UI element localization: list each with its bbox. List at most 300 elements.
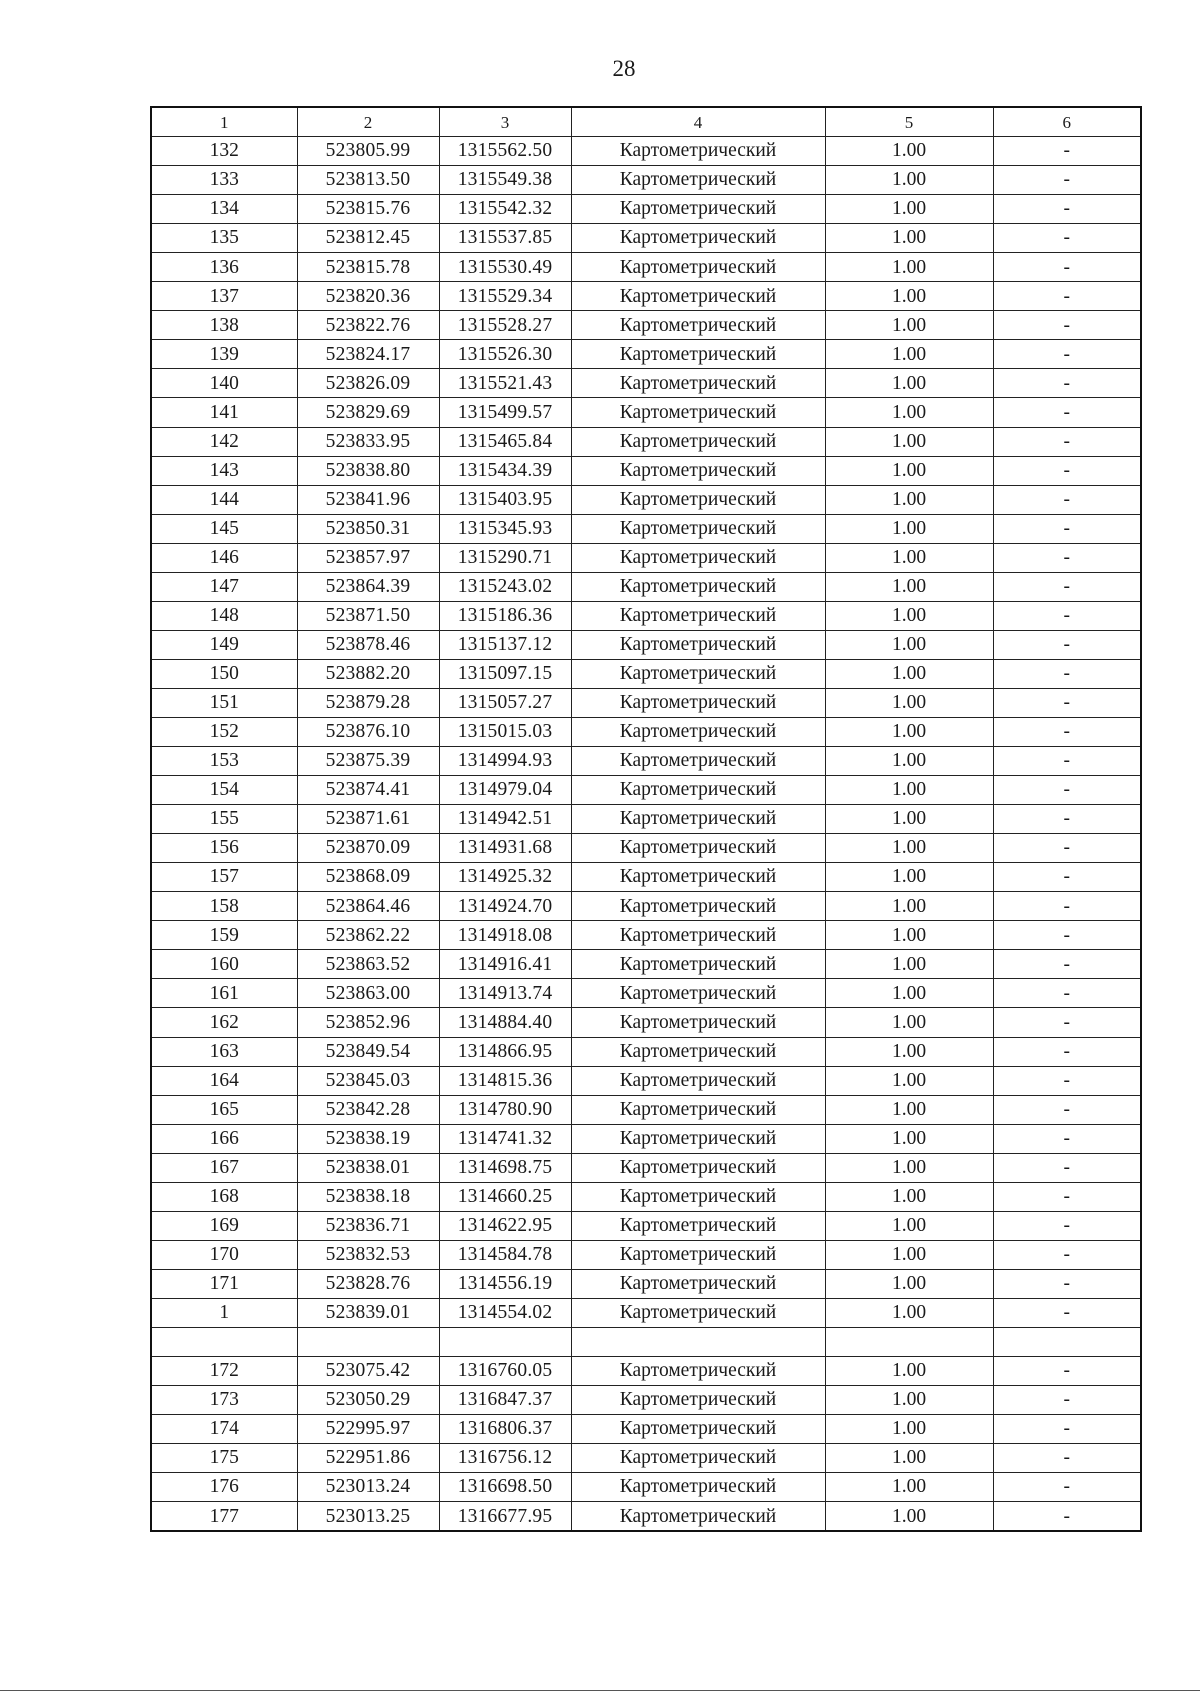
point-number-cell: 144 <box>151 485 297 514</box>
table-row <box>151 1298 1141 1327</box>
point-number-cell: 135 <box>151 224 297 253</box>
x-coordinate-cell: 523868.09 <box>297 863 439 892</box>
note-cell: - <box>993 572 1141 601</box>
x-coordinate-cell: 523828.76 <box>297 1269 439 1298</box>
y-coordinate-cell: 1315243.02 <box>439 572 571 601</box>
method-cell: Картометрический <box>571 282 825 311</box>
y-coordinate-cell: 1316756.12 <box>439 1444 571 1473</box>
method-cell: Картометрический <box>571 921 825 950</box>
note-cell: - <box>993 485 1141 514</box>
point-number-cell: 141 <box>151 398 297 427</box>
y-coordinate-cell: 1315465.84 <box>439 427 571 456</box>
y-coordinate-cell: 1316698.50 <box>439 1473 571 1502</box>
note-cell: - <box>993 311 1141 340</box>
y-coordinate-cell: 1314741.32 <box>439 1124 571 1153</box>
y-coordinate-cell: 1316806.37 <box>439 1415 571 1444</box>
note-cell: - <box>993 1153 1141 1182</box>
x-coordinate-cell: 523875.39 <box>297 747 439 776</box>
table-row <box>151 1269 1141 1298</box>
table-row <box>151 834 1141 863</box>
y-coordinate-cell: 1314866.95 <box>439 1037 571 1066</box>
method-cell: Картометрический <box>571 311 825 340</box>
accuracy-cell: 1.00 <box>825 1357 993 1386</box>
x-coordinate-cell: 523805.99 <box>297 137 439 166</box>
table-row <box>151 892 1141 921</box>
y-coordinate-cell: 1314698.75 <box>439 1153 571 1182</box>
x-coordinate-cell: 523050.29 <box>297 1386 439 1415</box>
accuracy-cell: 1.00 <box>825 137 993 166</box>
note-cell: - <box>993 427 1141 456</box>
x-coordinate-cell: 523871.50 <box>297 601 439 630</box>
accuracy-cell: 1.00 <box>825 1240 993 1269</box>
table-row <box>151 166 1141 195</box>
note-cell: - <box>993 1298 1141 1327</box>
y-coordinate-cell: 1315015.03 <box>439 717 571 746</box>
accuracy-cell <box>825 1327 993 1356</box>
method-cell: Картометрический <box>571 224 825 253</box>
x-coordinate-cell: 523838.80 <box>297 456 439 485</box>
method-cell: Картометрический <box>571 369 825 398</box>
point-number-cell: 155 <box>151 805 297 834</box>
note-cell: - <box>993 1095 1141 1124</box>
accuracy-cell: 1.00 <box>825 630 993 659</box>
column-header: 3 <box>439 107 571 137</box>
method-cell: Картометрический <box>571 1211 825 1240</box>
table-row <box>151 572 1141 601</box>
accuracy-cell: 1.00 <box>825 688 993 717</box>
table-row <box>151 137 1141 166</box>
x-coordinate-cell: 522951.86 <box>297 1444 439 1473</box>
y-coordinate-cell: 1315537.85 <box>439 224 571 253</box>
table-row <box>151 863 1141 892</box>
point-number-cell: 160 <box>151 950 297 979</box>
point-number-cell: 176 <box>151 1473 297 1502</box>
point-number-cell: 156 <box>151 834 297 863</box>
table-row <box>151 398 1141 427</box>
accuracy-cell: 1.00 <box>825 1095 993 1124</box>
table-row <box>151 717 1141 746</box>
x-coordinate-cell: 523870.09 <box>297 834 439 863</box>
point-number-cell: 143 <box>151 456 297 485</box>
accuracy-cell: 1.00 <box>825 1386 993 1415</box>
x-coordinate-cell: 523838.19 <box>297 1124 439 1153</box>
point-number-cell: 170 <box>151 1240 297 1269</box>
y-coordinate-cell: 1314660.25 <box>439 1182 571 1211</box>
table-row <box>151 747 1141 776</box>
accuracy-cell: 1.00 <box>825 195 993 224</box>
x-coordinate-cell: 523813.50 <box>297 166 439 195</box>
x-coordinate-cell: 523864.46 <box>297 892 439 921</box>
method-cell: Картометрический <box>571 747 825 776</box>
x-coordinate-cell: 523864.39 <box>297 572 439 601</box>
x-coordinate-cell: 523013.24 <box>297 1473 439 1502</box>
method-cell: Картометрический <box>571 1298 825 1327</box>
x-coordinate-cell: 523874.41 <box>297 776 439 805</box>
note-cell: - <box>993 398 1141 427</box>
accuracy-cell: 1.00 <box>825 311 993 340</box>
point-number-cell: 154 <box>151 776 297 805</box>
note-cell: - <box>993 717 1141 746</box>
note-cell: - <box>993 1415 1141 1444</box>
note-cell: - <box>993 834 1141 863</box>
point-number-cell: 148 <box>151 601 297 630</box>
point-number-cell: 1 <box>151 1298 297 1327</box>
point-number-cell <box>151 1327 297 1356</box>
accuracy-cell: 1.00 <box>825 1066 993 1095</box>
table-row <box>151 224 1141 253</box>
x-coordinate-cell: 523838.01 <box>297 1153 439 1182</box>
method-cell: Картометрический <box>571 398 825 427</box>
x-coordinate-cell: 523849.54 <box>297 1037 439 1066</box>
table-row <box>151 601 1141 630</box>
note-cell: - <box>993 630 1141 659</box>
x-coordinate-cell: 523876.10 <box>297 717 439 746</box>
method-cell: Картометрический <box>571 572 825 601</box>
x-coordinate-cell: 523822.76 <box>297 311 439 340</box>
accuracy-cell: 1.00 <box>825 1269 993 1298</box>
table-row <box>151 1153 1141 1182</box>
y-coordinate-cell: 1316677.95 <box>439 1502 571 1532</box>
table-row <box>151 1182 1141 1211</box>
point-number-cell: 146 <box>151 543 297 572</box>
x-coordinate-cell: 523075.42 <box>297 1357 439 1386</box>
method-cell: Картометрический <box>571 514 825 543</box>
table-row <box>151 979 1141 1008</box>
method-cell: Картометрический <box>571 1386 825 1415</box>
note-cell: - <box>993 224 1141 253</box>
method-cell: Картометрический <box>571 1037 825 1066</box>
table-row <box>151 253 1141 282</box>
x-coordinate-cell: 523815.76 <box>297 195 439 224</box>
note-cell <box>993 1327 1141 1356</box>
x-coordinate-cell: 523879.28 <box>297 688 439 717</box>
table-row <box>151 1357 1141 1386</box>
x-coordinate-cell: 523882.20 <box>297 659 439 688</box>
accuracy-cell: 1.00 <box>825 776 993 805</box>
x-coordinate-cell: 523878.46 <box>297 630 439 659</box>
x-coordinate-cell: 523852.96 <box>297 1008 439 1037</box>
method-cell: Картометрический <box>571 805 825 834</box>
method-cell: Картометрический <box>571 892 825 921</box>
method-cell: Картометрический <box>571 863 825 892</box>
accuracy-cell: 1.00 <box>825 253 993 282</box>
y-coordinate-cell: 1314913.74 <box>439 979 571 1008</box>
table-row <box>151 630 1141 659</box>
point-number-cell: 153 <box>151 747 297 776</box>
method-cell: Картометрический <box>571 340 825 369</box>
note-cell: - <box>993 1211 1141 1240</box>
x-coordinate-cell: 523824.17 <box>297 340 439 369</box>
y-coordinate-cell: 1314556.19 <box>439 1269 571 1298</box>
accuracy-cell: 1.00 <box>825 1153 993 1182</box>
note-cell: - <box>993 1386 1141 1415</box>
x-coordinate-cell: 523815.78 <box>297 253 439 282</box>
accuracy-cell: 1.00 <box>825 543 993 572</box>
table-row <box>151 805 1141 834</box>
note-cell: - <box>993 166 1141 195</box>
method-cell: Картометрический <box>571 485 825 514</box>
accuracy-cell: 1.00 <box>825 1415 993 1444</box>
x-coordinate-cell: 523832.53 <box>297 1240 439 1269</box>
table-row <box>151 1327 1141 1356</box>
point-number-cell: 161 <box>151 979 297 1008</box>
method-cell: Картометрический <box>571 776 825 805</box>
note-cell: - <box>993 1182 1141 1211</box>
y-coordinate-cell: 1314584.78 <box>439 1240 571 1269</box>
note-cell: - <box>993 514 1141 543</box>
method-cell: Картометрический <box>571 1124 825 1153</box>
point-number-cell: 175 <box>151 1444 297 1473</box>
method-cell: Картометрический <box>571 1444 825 1473</box>
note-cell: - <box>993 1037 1141 1066</box>
table-body <box>151 137 1141 1532</box>
note-cell: - <box>993 1066 1141 1095</box>
point-number-cell: 139 <box>151 340 297 369</box>
y-coordinate-cell: 1315529.34 <box>439 282 571 311</box>
method-cell: Картометрический <box>571 253 825 282</box>
x-coordinate-cell: 523826.09 <box>297 369 439 398</box>
method-cell: Картометрический <box>571 601 825 630</box>
note-cell: - <box>993 1124 1141 1153</box>
method-cell: Картометрический <box>571 1502 825 1532</box>
column-header: 4 <box>571 107 825 137</box>
point-number-cell: 165 <box>151 1095 297 1124</box>
accuracy-cell: 1.00 <box>825 1444 993 1473</box>
x-coordinate-cell: 523871.61 <box>297 805 439 834</box>
method-cell: Картометрический <box>571 543 825 572</box>
y-coordinate-cell: 1315562.50 <box>439 137 571 166</box>
x-coordinate-cell: 522995.97 <box>297 1415 439 1444</box>
y-coordinate-cell <box>439 1327 571 1356</box>
note-cell: - <box>993 1357 1141 1386</box>
y-coordinate-cell: 1315097.15 <box>439 659 571 688</box>
point-number-cell: 147 <box>151 572 297 601</box>
table-row <box>151 950 1141 979</box>
x-coordinate-cell: 523829.69 <box>297 398 439 427</box>
accuracy-cell: 1.00 <box>825 1124 993 1153</box>
table-row <box>151 1240 1141 1269</box>
note-cell: - <box>993 688 1141 717</box>
method-cell: Картометрический <box>571 1095 825 1124</box>
point-number-cell: 174 <box>151 1415 297 1444</box>
table-row <box>151 311 1141 340</box>
accuracy-cell: 1.00 <box>825 659 993 688</box>
method-cell: Картометрический <box>571 456 825 485</box>
method-cell: Картометрический <box>571 659 825 688</box>
x-coordinate-cell: 523862.22 <box>297 921 439 950</box>
accuracy-cell: 1.00 <box>825 717 993 746</box>
y-coordinate-cell: 1316760.05 <box>439 1357 571 1386</box>
y-coordinate-cell: 1314942.51 <box>439 805 571 834</box>
note-cell: - <box>993 776 1141 805</box>
point-number-cell: 167 <box>151 1153 297 1182</box>
table-row <box>151 1211 1141 1240</box>
note-cell: - <box>993 659 1141 688</box>
point-number-cell: 133 <box>151 166 297 195</box>
note-cell: - <box>993 1473 1141 1502</box>
point-number-cell: 173 <box>151 1386 297 1415</box>
accuracy-cell: 1.00 <box>825 1473 993 1502</box>
table-row <box>151 1386 1141 1415</box>
note-cell: - <box>993 747 1141 776</box>
point-number-cell: 163 <box>151 1037 297 1066</box>
accuracy-cell: 1.00 <box>825 398 993 427</box>
x-coordinate-cell: 523839.01 <box>297 1298 439 1327</box>
y-coordinate-cell: 1314994.93 <box>439 747 571 776</box>
page-number: 28 <box>612 56 636 81</box>
accuracy-cell: 1.00 <box>825 456 993 485</box>
y-coordinate-cell: 1315549.38 <box>439 166 571 195</box>
table-row <box>151 776 1141 805</box>
column-header: 1 <box>151 107 297 137</box>
table-row <box>151 427 1141 456</box>
note-cell: - <box>993 137 1141 166</box>
y-coordinate-cell: 1315403.95 <box>439 485 571 514</box>
note-cell: - <box>993 1502 1141 1532</box>
table-row <box>151 921 1141 950</box>
method-cell: Картометрический <box>571 834 825 863</box>
accuracy-cell: 1.00 <box>825 892 993 921</box>
coordinates-table <box>150 106 1142 1532</box>
note-cell: - <box>993 1008 1141 1037</box>
method-cell: Картометрический <box>571 1153 825 1182</box>
method-cell: Картометрический <box>571 688 825 717</box>
point-number-cell: 140 <box>151 369 297 398</box>
x-coordinate-cell: 523857.97 <box>297 543 439 572</box>
accuracy-cell: 1.00 <box>825 340 993 369</box>
note-cell: - <box>993 1444 1141 1473</box>
accuracy-cell: 1.00 <box>825 514 993 543</box>
y-coordinate-cell: 1314815.36 <box>439 1066 571 1095</box>
note-cell: - <box>993 601 1141 630</box>
method-cell: Картометрический <box>571 1269 825 1298</box>
point-number-cell: 138 <box>151 311 297 340</box>
table-header-row <box>151 107 1141 137</box>
point-number-cell: 145 <box>151 514 297 543</box>
point-number-cell: 149 <box>151 630 297 659</box>
y-coordinate-cell: 1314979.04 <box>439 776 571 805</box>
accuracy-cell: 1.00 <box>825 979 993 1008</box>
table-row <box>151 1037 1141 1066</box>
note-cell: - <box>993 979 1141 1008</box>
accuracy-cell: 1.00 <box>825 921 993 950</box>
note-cell: - <box>993 253 1141 282</box>
table-row <box>151 1444 1141 1473</box>
coordinates-table-container <box>150 106 1140 1532</box>
table-row <box>151 1415 1141 1444</box>
method-cell: Картометрический <box>571 630 825 659</box>
point-number-cell: 142 <box>151 427 297 456</box>
x-coordinate-cell: 523820.36 <box>297 282 439 311</box>
y-coordinate-cell: 1315530.49 <box>439 253 571 282</box>
y-coordinate-cell: 1316847.37 <box>439 1386 571 1415</box>
accuracy-cell: 1.00 <box>825 950 993 979</box>
point-number-cell: 177 <box>151 1502 297 1532</box>
point-number-cell: 159 <box>151 921 297 950</box>
point-number-cell: 132 <box>151 137 297 166</box>
y-coordinate-cell: 1314925.32 <box>439 863 571 892</box>
method-cell: Картометрический <box>571 1182 825 1211</box>
accuracy-cell: 1.00 <box>825 224 993 253</box>
accuracy-cell: 1.00 <box>825 166 993 195</box>
method-cell: Картометрический <box>571 979 825 1008</box>
x-coordinate-cell: 523833.95 <box>297 427 439 456</box>
note-cell: - <box>993 892 1141 921</box>
accuracy-cell: 1.00 <box>825 863 993 892</box>
table-row <box>151 543 1141 572</box>
y-coordinate-cell: 1315137.12 <box>439 630 571 659</box>
note-cell: - <box>993 805 1141 834</box>
point-number-cell: 166 <box>151 1124 297 1153</box>
y-coordinate-cell: 1315526.30 <box>439 340 571 369</box>
footer-rule <box>0 1690 1200 1691</box>
point-number-cell: 171 <box>151 1269 297 1298</box>
x-coordinate-cell: 523842.28 <box>297 1095 439 1124</box>
accuracy-cell: 1.00 <box>825 1211 993 1240</box>
table-row <box>151 195 1141 224</box>
x-coordinate-cell: 523863.00 <box>297 979 439 1008</box>
y-coordinate-cell: 1314780.90 <box>439 1095 571 1124</box>
note-cell: - <box>993 543 1141 572</box>
table-row <box>151 514 1141 543</box>
y-coordinate-cell: 1314924.70 <box>439 892 571 921</box>
method-cell: Картометрический <box>571 427 825 456</box>
method-cell: Картометрический <box>571 1415 825 1444</box>
accuracy-cell: 1.00 <box>825 834 993 863</box>
y-coordinate-cell: 1315057.27 <box>439 688 571 717</box>
table-row <box>151 1502 1141 1532</box>
accuracy-cell: 1.00 <box>825 282 993 311</box>
point-number-cell: 134 <box>151 195 297 224</box>
method-cell: Картометрический <box>571 1473 825 1502</box>
method-cell: Картометрический <box>571 950 825 979</box>
note-cell: - <box>993 950 1141 979</box>
point-number-cell: 152 <box>151 717 297 746</box>
y-coordinate-cell: 1315434.39 <box>439 456 571 485</box>
table-row <box>151 659 1141 688</box>
accuracy-cell: 1.00 <box>825 747 993 776</box>
accuracy-cell: 1.00 <box>825 1037 993 1066</box>
point-number-cell: 168 <box>151 1182 297 1211</box>
x-coordinate-cell: 523013.25 <box>297 1502 439 1532</box>
table-row <box>151 1124 1141 1153</box>
y-coordinate-cell: 1314916.41 <box>439 950 571 979</box>
note-cell: - <box>993 456 1141 485</box>
point-number-cell: 157 <box>151 863 297 892</box>
y-coordinate-cell: 1315499.57 <box>439 398 571 427</box>
y-coordinate-cell: 1314918.08 <box>439 921 571 950</box>
y-coordinate-cell: 1315542.32 <box>439 195 571 224</box>
x-coordinate-cell: 523836.71 <box>297 1211 439 1240</box>
y-coordinate-cell: 1315345.93 <box>439 514 571 543</box>
x-coordinate-cell: 523812.45 <box>297 224 439 253</box>
x-coordinate-cell: 523838.18 <box>297 1182 439 1211</box>
point-number-cell: 162 <box>151 1008 297 1037</box>
note-cell: - <box>993 282 1141 311</box>
point-number-cell: 158 <box>151 892 297 921</box>
method-cell: Картометрический <box>571 1357 825 1386</box>
point-number-cell: 151 <box>151 688 297 717</box>
method-cell: Картометрический <box>571 717 825 746</box>
note-cell: - <box>993 369 1141 398</box>
x-coordinate-cell: 523850.31 <box>297 514 439 543</box>
y-coordinate-cell: 1315290.71 <box>439 543 571 572</box>
accuracy-cell: 1.00 <box>825 1502 993 1532</box>
note-cell: - <box>993 863 1141 892</box>
y-coordinate-cell: 1314931.68 <box>439 834 571 863</box>
y-coordinate-cell: 1314554.02 <box>439 1298 571 1327</box>
table-row <box>151 1095 1141 1124</box>
